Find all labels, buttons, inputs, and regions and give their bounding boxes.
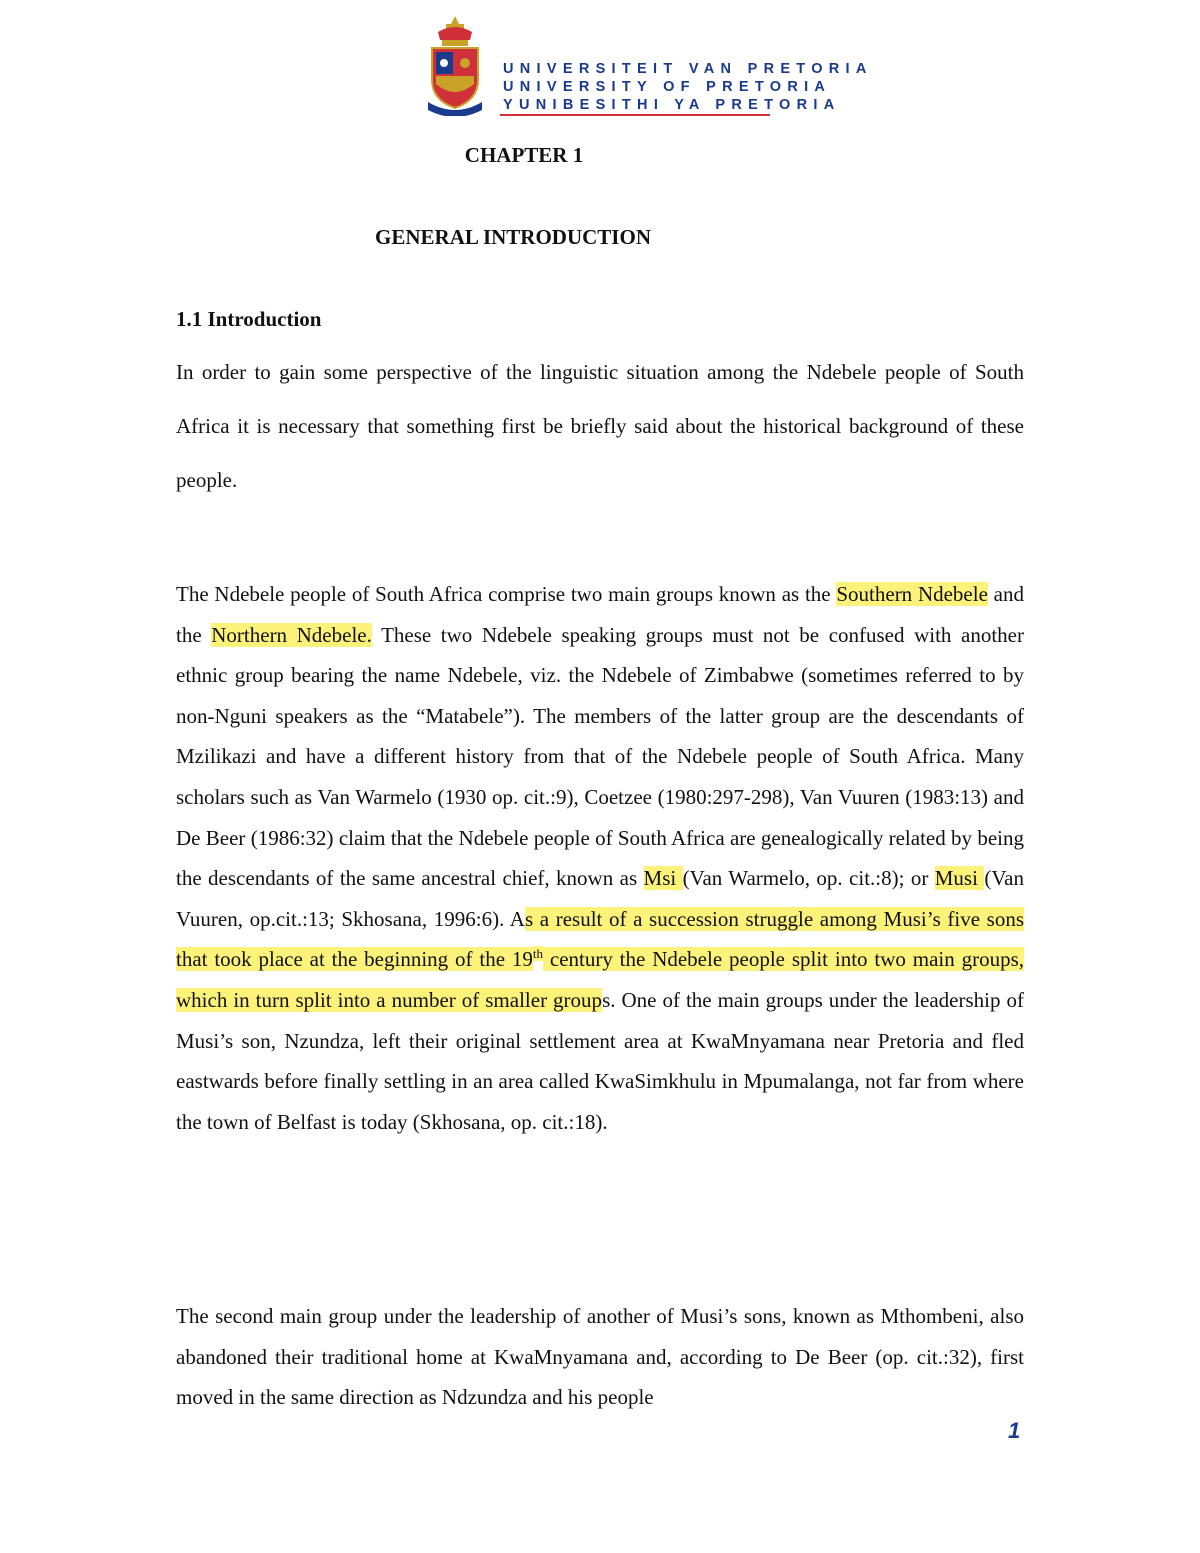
text-run: The Ndebele people of South Africa comprise two main groups known as the	[176, 582, 837, 606]
university-crest-icon	[424, 14, 486, 116]
highlight-northern-ndebele: Northern Ndebele.	[211, 622, 372, 647]
highlight-musi: Musi	[934, 866, 985, 891]
text-run: (Van Vuuren, op.cit.:13; Skhosana, 1996:6). A	[176, 866, 1024, 931]
chapter-title: GENERAL INTRODUCTION	[375, 225, 651, 249]
paragraph-1: In order to gain some perspective of the linguistic situation among the Ndebele people of South Africa it is necessary that something first be briefly said about the historical background of these people.	[176, 360, 1024, 492]
text-run: These two Ndebele speaking groups must not be confused with another ethnic group bearing the name Ndebele, viz. the Ndebele of Zimbabwe (sometimes referred to by non-Nguni speakers as the “Matabele”). The members of the latter group are the descendants of Mzilikazi and have a different history from that of the Ndebele people of South Africa. Many scholars such as Van Warmelo (1930 op. cit.:9), Coetzee (1980:297-298), Van Vuuren (1983:13) and De Beer (1986:32) claim that the Ndebele people of South Africa are genealogically related by being the descendants of the same ancestral chief, known as	[176, 622, 1024, 891]
highlight-succession-cont: century the Ndebele people split into two main groups, which in turn split into a number of smaller group	[176, 947, 1024, 1012]
header-rule	[500, 114, 770, 116]
text-run: s. One of the main groups under the leadership of Musi’s son, Nzundza, left their original settlement area at KwaMnyamana near Pretoria and fled eastwards before finally settling in an area called KwaSimkhulu in Mpumalanga, not far from where the town of Belfast is today (Skhosana, op. cit.:18).	[176, 987, 1024, 1134]
text-run: and the	[176, 582, 1025, 647]
highlight-succession: s a result of a succession struggle among Musi’s five sons that took place at the beginning of the 19	[176, 906, 1024, 972]
page-number: 1	[1008, 1418, 1021, 1443]
chapter-label: CHAPTER 1	[464, 143, 584, 167]
university-name-afrikaans: UNIVERSITEIT VAN PRETORIA	[503, 61, 873, 77]
university-name-sepedi: YUNIBESITHI YA PRETORIA	[503, 97, 841, 113]
text-run: (Van Warmelo, op. cit.:8); or	[682, 866, 935, 891]
superscript-th: th	[532, 946, 544, 962]
university-name-english: UNIVERSITY OF PRETORIA	[503, 79, 832, 95]
university-names	[503, 60, 873, 114]
paragraph-3: The second main group under the leadership of another of Musi’s sons, known as Mthombeni, also abandoned their traditional home at KwaMnyamana and, according to De Beer (op. cit.:32), first moved in the same direction as Ndzundza and his people	[176, 1304, 1024, 1410]
section-heading: 1.1 Introduction	[176, 307, 322, 331]
paragraph-2	[176, 574, 1024, 1142]
highlight-msi: Msi	[643, 866, 683, 891]
highlight-southern-ndebele: Southern Ndebele	[836, 582, 988, 606]
